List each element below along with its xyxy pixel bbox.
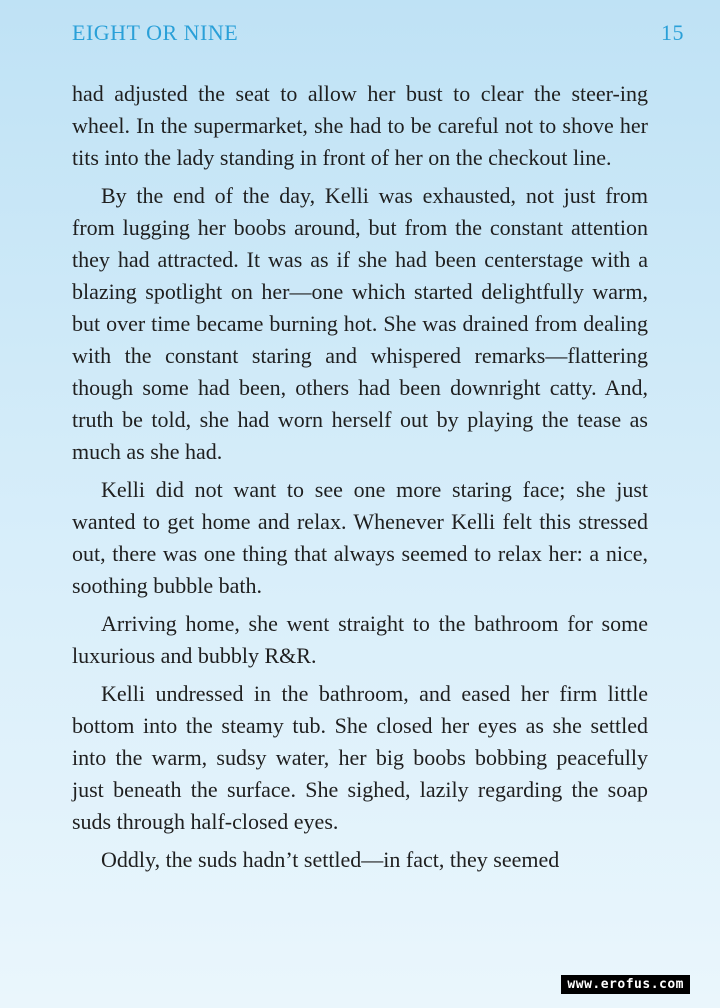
paragraph: Kelli undressed in the bathroom, and eased her firm little bottom into the steamy tub. She closed her eyes as she settled into the warm, sudsy water, her big boobs bobbing peacefully just beneath the surface. She sighed, lazily regarding the soap suds through half-closed eyes. bbox=[72, 681, 648, 834]
paragraph: Kelli did not want to see one more staring face; she just wanted to get home and relax. Whenever Kelli felt this stressed out, there was one thing that always seemed to relax her: a nice, soothing bubble bath. bbox=[72, 477, 648, 598]
paragraph: Arriving home, she went straight to the bathroom for some luxurious and bubbly R&R. bbox=[72, 611, 648, 668]
watermark: www.erofus.com bbox=[561, 975, 690, 994]
paragraph: By the end of the day, Kelli was exhausted, not just from from lugging her boobs around, but from the constant attention they had attracted. It was as if she had been centerstage with a blazing spotlight on her—one which started delightfully warm, but over time became burning hot. She was drained from dealing with the constant staring and whispered remarks—flattering though some had been, others had been downright catty. And, truth be told, she had worn herself out by playing the tease as much as she had. bbox=[72, 183, 648, 464]
page-number: 15 bbox=[661, 20, 684, 45]
paragraph: Oddly, the suds hadn’t settled—in fact, they seemed bbox=[101, 847, 560, 872]
running-header bbox=[72, 20, 684, 46]
paragraph: had adjusted the seat to allow her bust to clear the steer-ing wheel. In the supermarket, she had to be careful not to shove her tits into the lady standing in front of her on the checkout line. bbox=[72, 81, 648, 170]
body-text bbox=[72, 78, 648, 882]
chapter-title: EIGHT OR NINE bbox=[72, 20, 239, 45]
